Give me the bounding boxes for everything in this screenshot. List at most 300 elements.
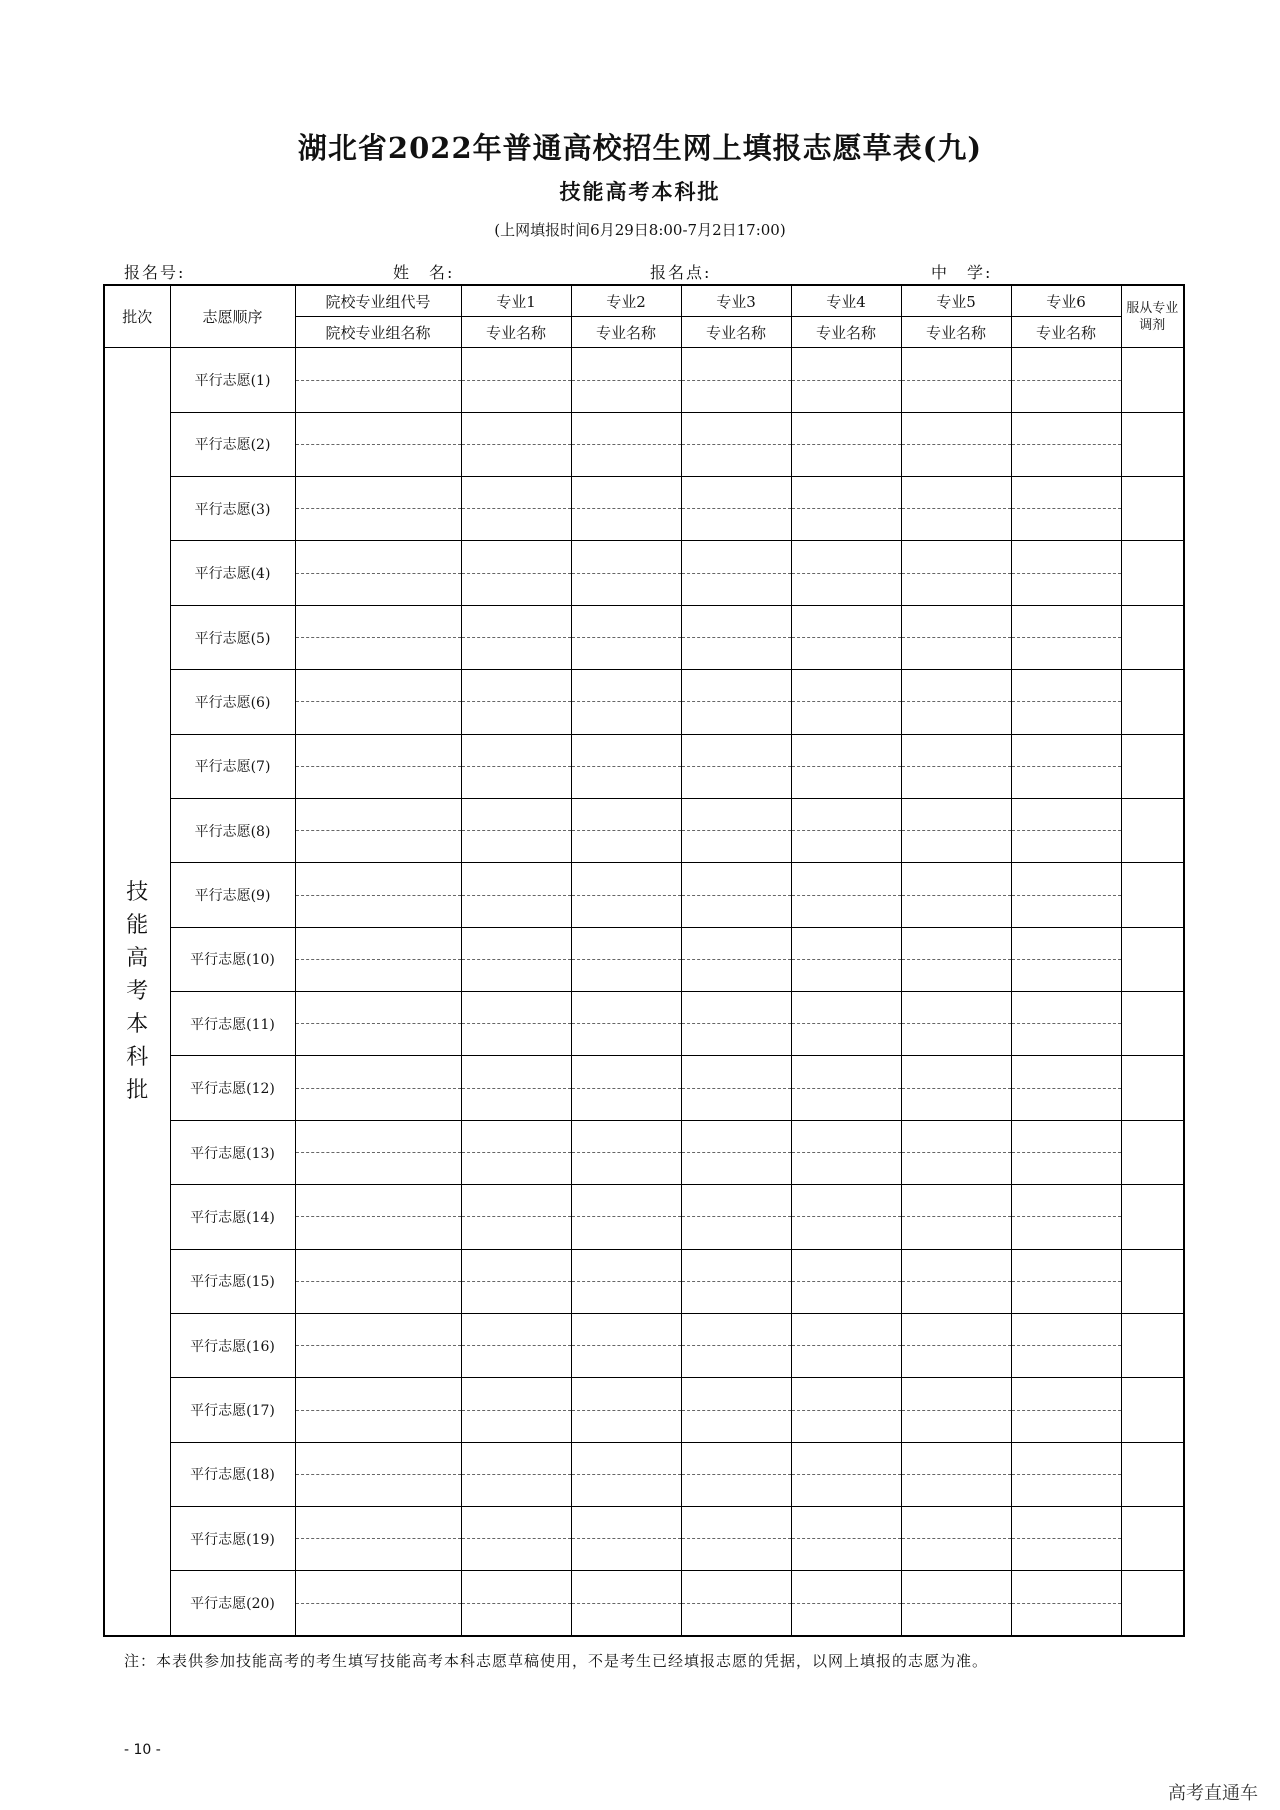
- group-entry-cell[interactable]: [295, 1442, 461, 1506]
- major-name-slot[interactable]: [1012, 1411, 1121, 1442]
- major-entry-cell[interactable]: [571, 477, 681, 541]
- major-name-slot[interactable]: [572, 1475, 681, 1506]
- major-code-slot[interactable]: [1012, 1121, 1121, 1153]
- major-name-slot[interactable]: [462, 1024, 571, 1055]
- group-entry-cell[interactable]: [295, 477, 461, 541]
- major-name-slot[interactable]: [572, 1089, 681, 1120]
- major-entry-cell[interactable]: [901, 1185, 1011, 1249]
- major-entry-cell[interactable]: [1011, 1249, 1121, 1313]
- major-name-slot[interactable]: [792, 831, 901, 862]
- major-code-slot[interactable]: [792, 606, 901, 638]
- major-code-slot[interactable]: [1012, 670, 1121, 702]
- group-entry-cell[interactable]: [295, 798, 461, 862]
- major-entry-cell[interactable]: [571, 1056, 681, 1120]
- major-entry-cell[interactable]: [681, 1056, 791, 1120]
- major-code-slot[interactable]: [792, 1443, 901, 1475]
- major-name-slot[interactable]: [1012, 509, 1121, 540]
- major-name-slot[interactable]: [572, 1539, 681, 1570]
- major-name-slot[interactable]: [462, 1539, 571, 1570]
- major-name-slot[interactable]: [1012, 445, 1121, 476]
- major-code-slot[interactable]: [572, 1185, 681, 1217]
- major-code-slot[interactable]: [462, 1507, 571, 1539]
- major-code-slot[interactable]: [572, 413, 681, 445]
- major-code-slot[interactable]: [682, 799, 791, 831]
- group-entry-cell[interactable]: [295, 734, 461, 798]
- major-entry-cell[interactable]: [901, 541, 1011, 605]
- major-name-slot[interactable]: [792, 1024, 901, 1055]
- group-entry-cell[interactable]: [295, 1056, 461, 1120]
- major-code-slot[interactable]: [902, 349, 1011, 381]
- major-code-slot[interactable]: [792, 1121, 901, 1153]
- major-name-slot[interactable]: [902, 960, 1011, 991]
- major-name-slot[interactable]: [682, 509, 791, 540]
- major-code-slot[interactable]: [902, 670, 1011, 702]
- major-code-slot[interactable]: [902, 864, 1011, 896]
- major-code-slot[interactable]: [792, 349, 901, 381]
- group-code-slot[interactable]: [296, 477, 461, 509]
- major-code-slot[interactable]: [792, 1250, 901, 1282]
- major-name-slot[interactable]: [902, 638, 1011, 669]
- group-code-slot[interactable]: [296, 349, 461, 381]
- major-code-slot[interactable]: [792, 799, 901, 831]
- group-name-slot[interactable]: [296, 960, 461, 991]
- major-entry-cell[interactable]: [571, 1378, 681, 1442]
- group-name-slot[interactable]: [296, 1411, 461, 1442]
- major-code-slot[interactable]: [572, 864, 681, 896]
- major-name-slot[interactable]: [1012, 1024, 1121, 1055]
- group-entry-cell[interactable]: [295, 1185, 461, 1249]
- major-code-slot[interactable]: [572, 992, 681, 1024]
- group-entry-cell[interactable]: [295, 863, 461, 927]
- major-entry-cell[interactable]: [461, 412, 571, 476]
- major-entry-cell[interactable]: [901, 734, 1011, 798]
- major-name-slot[interactable]: [462, 445, 571, 476]
- major-name-slot[interactable]: [682, 960, 791, 991]
- group-entry-cell[interactable]: [295, 605, 461, 669]
- major-code-slot[interactable]: [462, 1057, 571, 1089]
- major-entry-cell[interactable]: [681, 1185, 791, 1249]
- major-entry-cell[interactable]: [461, 1249, 571, 1313]
- major-entry-cell[interactable]: [1011, 412, 1121, 476]
- major-entry-cell[interactable]: [571, 927, 681, 991]
- major-name-slot[interactable]: [1012, 1604, 1121, 1635]
- major-name-slot[interactable]: [572, 1604, 681, 1635]
- major-name-slot[interactable]: [1012, 1475, 1121, 1506]
- major-name-slot[interactable]: [572, 381, 681, 412]
- major-name-slot[interactable]: [682, 896, 791, 927]
- major-entry-cell[interactable]: [791, 1378, 901, 1442]
- major-entry-cell[interactable]: [461, 1507, 571, 1571]
- major-name-slot[interactable]: [1012, 767, 1121, 798]
- major-code-slot[interactable]: [572, 670, 681, 702]
- major-code-slot[interactable]: [1012, 349, 1121, 381]
- major-name-slot[interactable]: [572, 574, 681, 605]
- group-code-slot[interactable]: [296, 1250, 461, 1282]
- group-entry-cell[interactable]: [295, 1120, 461, 1184]
- major-name-slot[interactable]: [902, 1089, 1011, 1120]
- major-code-slot[interactable]: [572, 542, 681, 574]
- major-entry-cell[interactable]: [791, 1249, 901, 1313]
- major-name-slot[interactable]: [462, 1475, 571, 1506]
- major-entry-cell[interactable]: [571, 1507, 681, 1571]
- major-entry-cell[interactable]: [681, 1249, 791, 1313]
- major-code-slot[interactable]: [462, 1314, 571, 1346]
- major-entry-cell[interactable]: [791, 1056, 901, 1120]
- major-code-slot[interactable]: [572, 1507, 681, 1539]
- major-entry-cell[interactable]: [901, 1378, 1011, 1442]
- major-code-slot[interactable]: [462, 735, 571, 767]
- group-code-slot[interactable]: [296, 1057, 461, 1089]
- major-entry-cell[interactable]: [681, 863, 791, 927]
- major-name-slot[interactable]: [682, 1411, 791, 1442]
- major-name-slot[interactable]: [792, 574, 901, 605]
- major-entry-cell[interactable]: [461, 1442, 571, 1506]
- major-name-slot[interactable]: [1012, 1089, 1121, 1120]
- major-name-slot[interactable]: [1012, 1153, 1121, 1184]
- major-code-slot[interactable]: [1012, 477, 1121, 509]
- major-code-slot[interactable]: [462, 1185, 571, 1217]
- major-code-slot[interactable]: [572, 1121, 681, 1153]
- major-entry-cell[interactable]: [571, 605, 681, 669]
- major-name-slot[interactable]: [682, 1539, 791, 1570]
- major-name-slot[interactable]: [462, 960, 571, 991]
- major-name-slot[interactable]: [682, 831, 791, 862]
- major-name-slot[interactable]: [572, 831, 681, 862]
- group-code-slot[interactable]: [296, 799, 461, 831]
- major-code-slot[interactable]: [902, 542, 1011, 574]
- major-name-slot[interactable]: [792, 960, 901, 991]
- major-code-slot[interactable]: [462, 1379, 571, 1411]
- major-entry-cell[interactable]: [791, 734, 901, 798]
- major-entry-cell[interactable]: [461, 477, 571, 541]
- major-code-slot[interactable]: [462, 1250, 571, 1282]
- adjust-entry-cell[interactable]: [1121, 1056, 1184, 1120]
- major-code-slot[interactable]: [462, 928, 571, 960]
- major-entry-cell[interactable]: [791, 798, 901, 862]
- group-entry-cell[interactable]: [295, 1249, 461, 1313]
- major-entry-cell[interactable]: [1011, 863, 1121, 927]
- group-code-slot[interactable]: [296, 864, 461, 896]
- major-entry-cell[interactable]: [571, 734, 681, 798]
- major-name-slot[interactable]: [792, 638, 901, 669]
- major-name-slot[interactable]: [902, 767, 1011, 798]
- major-entry-cell[interactable]: [681, 541, 791, 605]
- major-code-slot[interactable]: [682, 1379, 791, 1411]
- major-code-slot[interactable]: [902, 1507, 1011, 1539]
- major-entry-cell[interactable]: [901, 1120, 1011, 1184]
- major-entry-cell[interactable]: [681, 477, 791, 541]
- major-name-slot[interactable]: [792, 1346, 901, 1377]
- major-code-slot[interactable]: [1012, 413, 1121, 445]
- adjust-entry-cell[interactable]: [1121, 1507, 1184, 1571]
- major-code-slot[interactable]: [572, 477, 681, 509]
- major-code-slot[interactable]: [1012, 1057, 1121, 1089]
- group-entry-cell[interactable]: [295, 1571, 461, 1636]
- major-entry-cell[interactable]: [461, 1185, 571, 1249]
- major-entry-cell[interactable]: [1011, 1378, 1121, 1442]
- major-code-slot[interactable]: [792, 1379, 901, 1411]
- group-code-slot[interactable]: [296, 1314, 461, 1346]
- major-code-slot[interactable]: [462, 1572, 571, 1604]
- major-code-slot[interactable]: [682, 992, 791, 1024]
- group-name-slot[interactable]: [296, 702, 461, 733]
- group-code-slot[interactable]: [296, 1443, 461, 1475]
- major-name-slot[interactable]: [572, 960, 681, 991]
- group-entry-cell[interactable]: [295, 412, 461, 476]
- group-code-slot[interactable]: [296, 1185, 461, 1217]
- major-code-slot[interactable]: [462, 799, 571, 831]
- major-code-slot[interactable]: [792, 670, 901, 702]
- major-code-slot[interactable]: [902, 413, 1011, 445]
- major-code-slot[interactable]: [902, 1250, 1011, 1282]
- major-name-slot[interactable]: [1012, 1539, 1121, 1570]
- major-code-slot[interactable]: [462, 606, 571, 638]
- major-code-slot[interactable]: [572, 1572, 681, 1604]
- major-name-slot[interactable]: [572, 638, 681, 669]
- major-code-slot[interactable]: [902, 1443, 1011, 1475]
- major-code-slot[interactable]: [1012, 928, 1121, 960]
- major-name-slot[interactable]: [792, 1217, 901, 1248]
- major-name-slot[interactable]: [462, 509, 571, 540]
- major-entry-cell[interactable]: [791, 1507, 901, 1571]
- major-entry-cell[interactable]: [461, 992, 571, 1056]
- major-entry-cell[interactable]: [1011, 1185, 1121, 1249]
- group-code-slot[interactable]: [296, 928, 461, 960]
- major-name-slot[interactable]: [572, 1411, 681, 1442]
- group-code-slot[interactable]: [296, 542, 461, 574]
- major-name-slot[interactable]: [1012, 1282, 1121, 1313]
- major-name-slot[interactable]: [572, 1153, 681, 1184]
- major-code-slot[interactable]: [902, 606, 1011, 638]
- major-entry-cell[interactable]: [681, 1313, 791, 1377]
- major-name-slot[interactable]: [462, 1411, 571, 1442]
- major-entry-cell[interactable]: [681, 1571, 791, 1636]
- major-name-slot[interactable]: [902, 1282, 1011, 1313]
- group-code-slot[interactable]: [296, 735, 461, 767]
- major-entry-cell[interactable]: [1011, 670, 1121, 734]
- major-name-slot[interactable]: [902, 896, 1011, 927]
- major-entry-cell[interactable]: [901, 348, 1011, 412]
- group-name-slot[interactable]: [296, 1217, 461, 1248]
- major-entry-cell[interactable]: [791, 605, 901, 669]
- adjust-entry-cell[interactable]: [1121, 1378, 1184, 1442]
- major-code-slot[interactable]: [682, 1507, 791, 1539]
- major-code-slot[interactable]: [1012, 1185, 1121, 1217]
- major-code-slot[interactable]: [682, 1250, 791, 1282]
- major-entry-cell[interactable]: [791, 477, 901, 541]
- major-code-slot[interactable]: [1012, 1443, 1121, 1475]
- group-code-slot[interactable]: [296, 992, 461, 1024]
- major-entry-cell[interactable]: [681, 992, 791, 1056]
- major-code-slot[interactable]: [902, 1121, 1011, 1153]
- major-code-slot[interactable]: [462, 477, 571, 509]
- major-code-slot[interactable]: [1012, 1379, 1121, 1411]
- major-name-slot[interactable]: [462, 1604, 571, 1635]
- major-code-slot[interactable]: [792, 1057, 901, 1089]
- major-entry-cell[interactable]: [571, 1571, 681, 1636]
- major-code-slot[interactable]: [1012, 864, 1121, 896]
- major-entry-cell[interactable]: [1011, 1571, 1121, 1636]
- major-name-slot[interactable]: [462, 831, 571, 862]
- major-name-slot[interactable]: [1012, 574, 1121, 605]
- group-name-slot[interactable]: [296, 896, 461, 927]
- major-name-slot[interactable]: [682, 638, 791, 669]
- major-code-slot[interactable]: [572, 1250, 681, 1282]
- major-code-slot[interactable]: [1012, 1507, 1121, 1539]
- major-entry-cell[interactable]: [791, 412, 901, 476]
- major-entry-cell[interactable]: [571, 1249, 681, 1313]
- major-entry-cell[interactable]: [681, 734, 791, 798]
- major-code-slot[interactable]: [682, 864, 791, 896]
- major-code-slot[interactable]: [462, 413, 571, 445]
- major-name-slot[interactable]: [792, 445, 901, 476]
- major-entry-cell[interactable]: [461, 734, 571, 798]
- major-entry-cell[interactable]: [1011, 798, 1121, 862]
- adjust-entry-cell[interactable]: [1121, 798, 1184, 862]
- major-entry-cell[interactable]: [461, 1571, 571, 1636]
- major-name-slot[interactable]: [462, 1089, 571, 1120]
- major-code-slot[interactable]: [1012, 606, 1121, 638]
- major-entry-cell[interactable]: [791, 670, 901, 734]
- major-code-slot[interactable]: [572, 1314, 681, 1346]
- major-entry-cell[interactable]: [681, 605, 791, 669]
- major-entry-cell[interactable]: [1011, 734, 1121, 798]
- group-name-slot[interactable]: [296, 1024, 461, 1055]
- adjust-entry-cell[interactable]: [1121, 670, 1184, 734]
- major-entry-cell[interactable]: [571, 670, 681, 734]
- major-name-slot[interactable]: [682, 574, 791, 605]
- major-entry-cell[interactable]: [571, 348, 681, 412]
- major-name-slot[interactable]: [462, 1282, 571, 1313]
- major-code-slot[interactable]: [682, 1443, 791, 1475]
- group-name-slot[interactable]: [296, 445, 461, 476]
- adjust-entry-cell[interactable]: [1121, 412, 1184, 476]
- major-entry-cell[interactable]: [461, 1313, 571, 1377]
- group-name-slot[interactable]: [296, 1089, 461, 1120]
- major-name-slot[interactable]: [1012, 1346, 1121, 1377]
- major-entry-cell[interactable]: [681, 1442, 791, 1506]
- major-entry-cell[interactable]: [901, 412, 1011, 476]
- major-code-slot[interactable]: [462, 1443, 571, 1475]
- major-name-slot[interactable]: [1012, 831, 1121, 862]
- major-entry-cell[interactable]: [681, 1378, 791, 1442]
- group-code-slot[interactable]: [296, 606, 461, 638]
- group-name-slot[interactable]: [296, 574, 461, 605]
- major-name-slot[interactable]: [462, 638, 571, 669]
- major-entry-cell[interactable]: [461, 863, 571, 927]
- major-entry-cell[interactable]: [901, 927, 1011, 991]
- group-code-slot[interactable]: [296, 1507, 461, 1539]
- major-code-slot[interactable]: [902, 477, 1011, 509]
- major-entry-cell[interactable]: [791, 863, 901, 927]
- major-name-slot[interactable]: [682, 1604, 791, 1635]
- major-code-slot[interactable]: [792, 1507, 901, 1539]
- major-entry-cell[interactable]: [571, 798, 681, 862]
- major-name-slot[interactable]: [902, 509, 1011, 540]
- major-name-slot[interactable]: [902, 1346, 1011, 1377]
- major-entry-cell[interactable]: [1011, 1056, 1121, 1120]
- major-code-slot[interactable]: [682, 1572, 791, 1604]
- adjust-entry-cell[interactable]: [1121, 1249, 1184, 1313]
- major-name-slot[interactable]: [1012, 638, 1121, 669]
- group-entry-cell[interactable]: [295, 1507, 461, 1571]
- major-name-slot[interactable]: [792, 1153, 901, 1184]
- major-name-slot[interactable]: [572, 896, 681, 927]
- major-entry-cell[interactable]: [571, 1313, 681, 1377]
- major-entry-cell[interactable]: [1011, 541, 1121, 605]
- major-entry-cell[interactable]: [461, 348, 571, 412]
- major-name-slot[interactable]: [682, 1282, 791, 1313]
- major-code-slot[interactable]: [682, 477, 791, 509]
- major-code-slot[interactable]: [682, 606, 791, 638]
- major-code-slot[interactable]: [1012, 735, 1121, 767]
- group-code-slot[interactable]: [296, 1379, 461, 1411]
- major-name-slot[interactable]: [462, 767, 571, 798]
- major-entry-cell[interactable]: [791, 1120, 901, 1184]
- major-entry-cell[interactable]: [571, 1185, 681, 1249]
- group-code-slot[interactable]: [296, 1121, 461, 1153]
- major-name-slot[interactable]: [792, 1539, 901, 1570]
- major-code-slot[interactable]: [902, 1379, 1011, 1411]
- group-entry-cell[interactable]: [295, 1378, 461, 1442]
- major-code-slot[interactable]: [682, 670, 791, 702]
- major-name-slot[interactable]: [902, 445, 1011, 476]
- major-name-slot[interactable]: [572, 1024, 681, 1055]
- major-name-slot[interactable]: [572, 1217, 681, 1248]
- major-name-slot[interactable]: [682, 1217, 791, 1248]
- group-entry-cell[interactable]: [295, 541, 461, 605]
- major-name-slot[interactable]: [682, 702, 791, 733]
- major-code-slot[interactable]: [902, 1572, 1011, 1604]
- major-code-slot[interactable]: [792, 992, 901, 1024]
- major-entry-cell[interactable]: [901, 1442, 1011, 1506]
- major-name-slot[interactable]: [682, 1346, 791, 1377]
- major-name-slot[interactable]: [792, 381, 901, 412]
- major-entry-cell[interactable]: [1011, 1507, 1121, 1571]
- adjust-entry-cell[interactable]: [1121, 1120, 1184, 1184]
- major-code-slot[interactable]: [792, 1185, 901, 1217]
- major-entry-cell[interactable]: [1011, 1120, 1121, 1184]
- major-entry-cell[interactable]: [681, 798, 791, 862]
- major-name-slot[interactable]: [792, 1282, 901, 1313]
- major-code-slot[interactable]: [462, 1121, 571, 1153]
- major-entry-cell[interactable]: [1011, 992, 1121, 1056]
- major-name-slot[interactable]: [902, 702, 1011, 733]
- group-name-slot[interactable]: [296, 1282, 461, 1313]
- major-code-slot[interactable]: [682, 928, 791, 960]
- major-entry-cell[interactable]: [681, 412, 791, 476]
- major-code-slot[interactable]: [572, 735, 681, 767]
- group-name-slot[interactable]: [296, 1346, 461, 1377]
- adjust-entry-cell[interactable]: [1121, 605, 1184, 669]
- major-entry-cell[interactable]: [791, 1571, 901, 1636]
- major-entry-cell[interactable]: [571, 863, 681, 927]
- major-name-slot[interactable]: [792, 767, 901, 798]
- major-code-slot[interactable]: [792, 477, 901, 509]
- major-code-slot[interactable]: [792, 542, 901, 574]
- group-entry-cell[interactable]: [295, 992, 461, 1056]
- major-name-slot[interactable]: [462, 574, 571, 605]
- group-name-slot[interactable]: [296, 1153, 461, 1184]
- major-name-slot[interactable]: [792, 509, 901, 540]
- major-name-slot[interactable]: [462, 381, 571, 412]
- major-code-slot[interactable]: [572, 799, 681, 831]
- adjust-entry-cell[interactable]: [1121, 477, 1184, 541]
- major-entry-cell[interactable]: [901, 477, 1011, 541]
- group-name-slot[interactable]: [296, 509, 461, 540]
- major-name-slot[interactable]: [572, 1346, 681, 1377]
- adjust-entry-cell[interactable]: [1121, 1313, 1184, 1377]
